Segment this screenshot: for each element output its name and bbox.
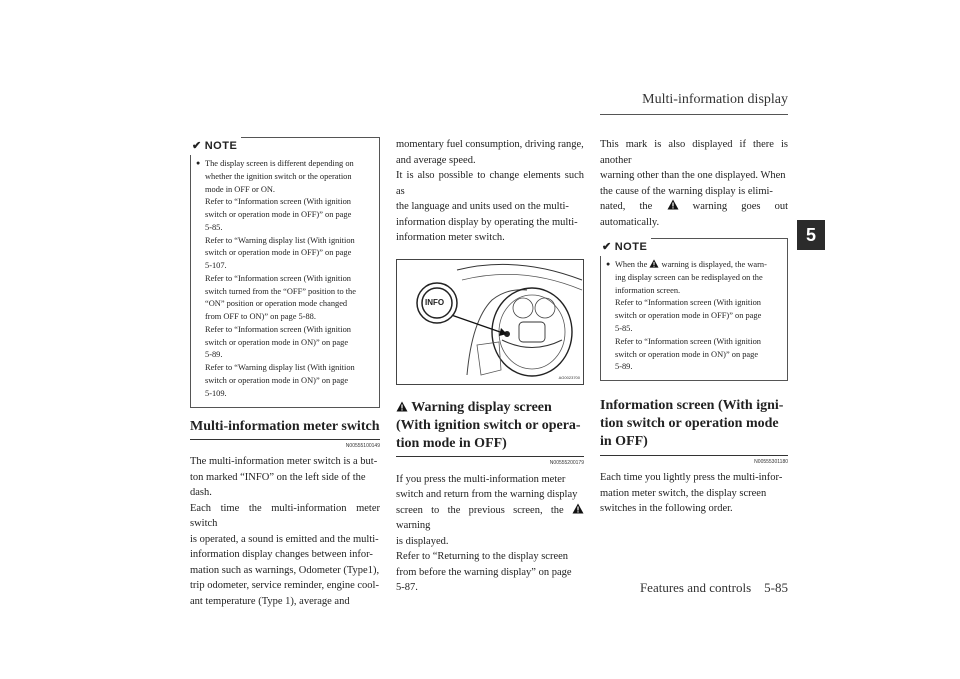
section-ref: N00555100149 (345, 442, 380, 449)
warning-triangle-icon (572, 503, 584, 514)
section-ref: N00555301180 (754, 458, 788, 465)
section-title-text: Warning display screen (411, 399, 552, 415)
note-box (600, 238, 788, 381)
note-line: switch turned from the “OFF” position to the (205, 286, 356, 296)
note-line: Refer to “Warning display list (With ignition (205, 363, 355, 373)
body-text (396, 137, 584, 246)
check-icon: ✔ (602, 241, 612, 254)
note-label (190, 137, 241, 155)
body-line: information display changes between infor- (190, 549, 373, 561)
body-segment: warning (396, 520, 431, 532)
note-line: mode in OFF or ON. (205, 184, 276, 194)
body-line: dash. (190, 487, 212, 499)
note-line: The display screen is different depending on (205, 159, 354, 168)
body-text (600, 470, 788, 517)
section-title-line: in OFF) (600, 434, 648, 450)
note-line: switch or operation mode in OFF)” on page (205, 210, 352, 220)
note-line: 5-89. (615, 362, 633, 372)
section-title-line: (With ignition switch or opera- (396, 417, 581, 433)
body-line: Each time you lightly press the multi-infor- (600, 472, 783, 484)
section-title-line: tion mode in OFF) (396, 436, 507, 452)
page-footer (600, 580, 788, 596)
column-1 (190, 137, 380, 609)
chapter-tab: 5 (797, 220, 825, 250)
note-box (190, 137, 380, 408)
body-line: Refer to “Returning to the display screen (396, 551, 569, 563)
note-line: information screen. (615, 285, 681, 295)
note-line: “ON” position or operation mode changed (205, 299, 348, 309)
body-line: information display by operating the multi- (396, 216, 578, 228)
note-label (600, 238, 651, 256)
body-segment: warning goes out automatically. (600, 201, 789, 228)
note-line: Refer to “Warning display list (With ignition (205, 235, 355, 245)
header-rule (600, 114, 788, 115)
column-2 (396, 137, 584, 596)
note-line: ing display screen can be redisplayed on the (615, 272, 763, 282)
note-line: switch or operation mode in OFF)” on page (205, 248, 352, 258)
body-line: It is also possible to change elements such as (396, 170, 584, 197)
note-line: whether the ignition switch or the operation (205, 171, 352, 181)
note-line: switch or operation mode in ON)” on page (205, 376, 349, 386)
body-line: Each time the multi-information meter switch (190, 502, 380, 530)
note-line: 5-107. (205, 261, 227, 271)
note-line: Refer to “Information screen (With ignition (205, 197, 351, 207)
bullet-icon: ● (606, 260, 611, 269)
note-line: switch or operation mode in OFF)” on page (615, 311, 762, 321)
note-line: 5-109. (205, 388, 227, 398)
body-line: 5-87. (396, 582, 418, 594)
note-line: switch or operation mode in ON)” on page (205, 337, 349, 347)
body-text (190, 454, 380, 609)
body-line: is displayed. (396, 535, 449, 547)
section-title (396, 399, 584, 458)
note-line: Refer to “Information screen (With ignition (615, 298, 761, 308)
warning-triangle-icon (667, 199, 679, 210)
body-line: information meter switch. (396, 232, 505, 244)
warning-triangle-icon (396, 401, 408, 412)
footer-section: Features and controls (639, 580, 752, 595)
dashboard-figure (396, 259, 584, 385)
body-line: The multi-information meter switch is a but- (190, 456, 378, 468)
body-text (396, 472, 584, 596)
note-line: 5-89. (205, 350, 223, 360)
info-button-label: INFO (425, 297, 445, 307)
note-line (615, 259, 781, 272)
body-line: momentary fuel consumption, driving range, (396, 139, 584, 150)
section-title (600, 397, 788, 456)
column-3 (600, 137, 788, 517)
bullet-icon: ● (196, 159, 201, 167)
body-line: the language and units used on the multi- (396, 201, 569, 213)
body-line (600, 199, 788, 230)
body-line: ant temperature (Type 1), average and (190, 595, 350, 607)
body-line: If you press the multi-information meter (396, 473, 566, 485)
note-tag-text: NOTE (614, 241, 648, 254)
body-line: mation meter switch, the display screen (600, 487, 767, 499)
note-line: 5-85. (205, 222, 223, 232)
body-line: the cause of the warning display is elimi- (600, 185, 773, 197)
page-number: 5-85 (764, 580, 788, 595)
body-line: is operated, a sound is emitted and the multi- (190, 533, 379, 545)
body-text (600, 137, 788, 230)
body-line: warning other than the one displayed. When (600, 170, 786, 182)
body-line: ton marked “INFO” on the left side of the (190, 471, 366, 483)
section-title-line: Information screen (With igni- (600, 398, 784, 414)
section-ref: N00555200179 (549, 460, 584, 467)
body-line: and average speed. (396, 154, 476, 166)
body-line: This mark is also displayed if there is another (600, 139, 788, 166)
note-line: from OFF to ON)” on page 5-88. (205, 312, 316, 322)
note-line: switch or operation mode in ON)” on page (615, 349, 759, 359)
body-line: trip odometer, service reminder, engine cool- (190, 580, 379, 592)
note-body (191, 158, 379, 407)
section-title-line (396, 399, 584, 417)
body-line: from before the warning display” on page (396, 566, 572, 578)
section-title-line: tion switch or operation mode (600, 416, 779, 432)
note-line: Refer to “Information screen (With ignition (205, 273, 351, 283)
note-line: Refer to “Information screen (With ignition (205, 324, 351, 334)
note-segment: When the (615, 260, 648, 270)
figure-code: AG0023700 (558, 374, 580, 380)
body-line: switch and return from the warning display (396, 489, 578, 501)
note-body (601, 259, 787, 380)
body-segment: nated, the (600, 201, 653, 213)
body-segment: screen to the previous screen, the (396, 504, 564, 516)
note-line: 5-85. (615, 324, 633, 334)
body-line: switches in the following order. (600, 503, 733, 515)
note-segment: warning is displayed, the warn- (661, 260, 767, 270)
body-line (396, 503, 584, 534)
section-title: Multi-information meter switch (190, 418, 380, 440)
body-line: mation such as warnings, Odometer (Type1), (190, 564, 380, 576)
dashboard-illustration (397, 260, 583, 384)
note-line: Refer to “Information screen (With ignition (615, 336, 761, 346)
check-icon: ✔ (192, 140, 202, 152)
page-header-title: Multi-information display (642, 92, 788, 107)
note-tag-text: NOTE (204, 140, 238, 152)
warning-triangle-icon (649, 259, 659, 268)
